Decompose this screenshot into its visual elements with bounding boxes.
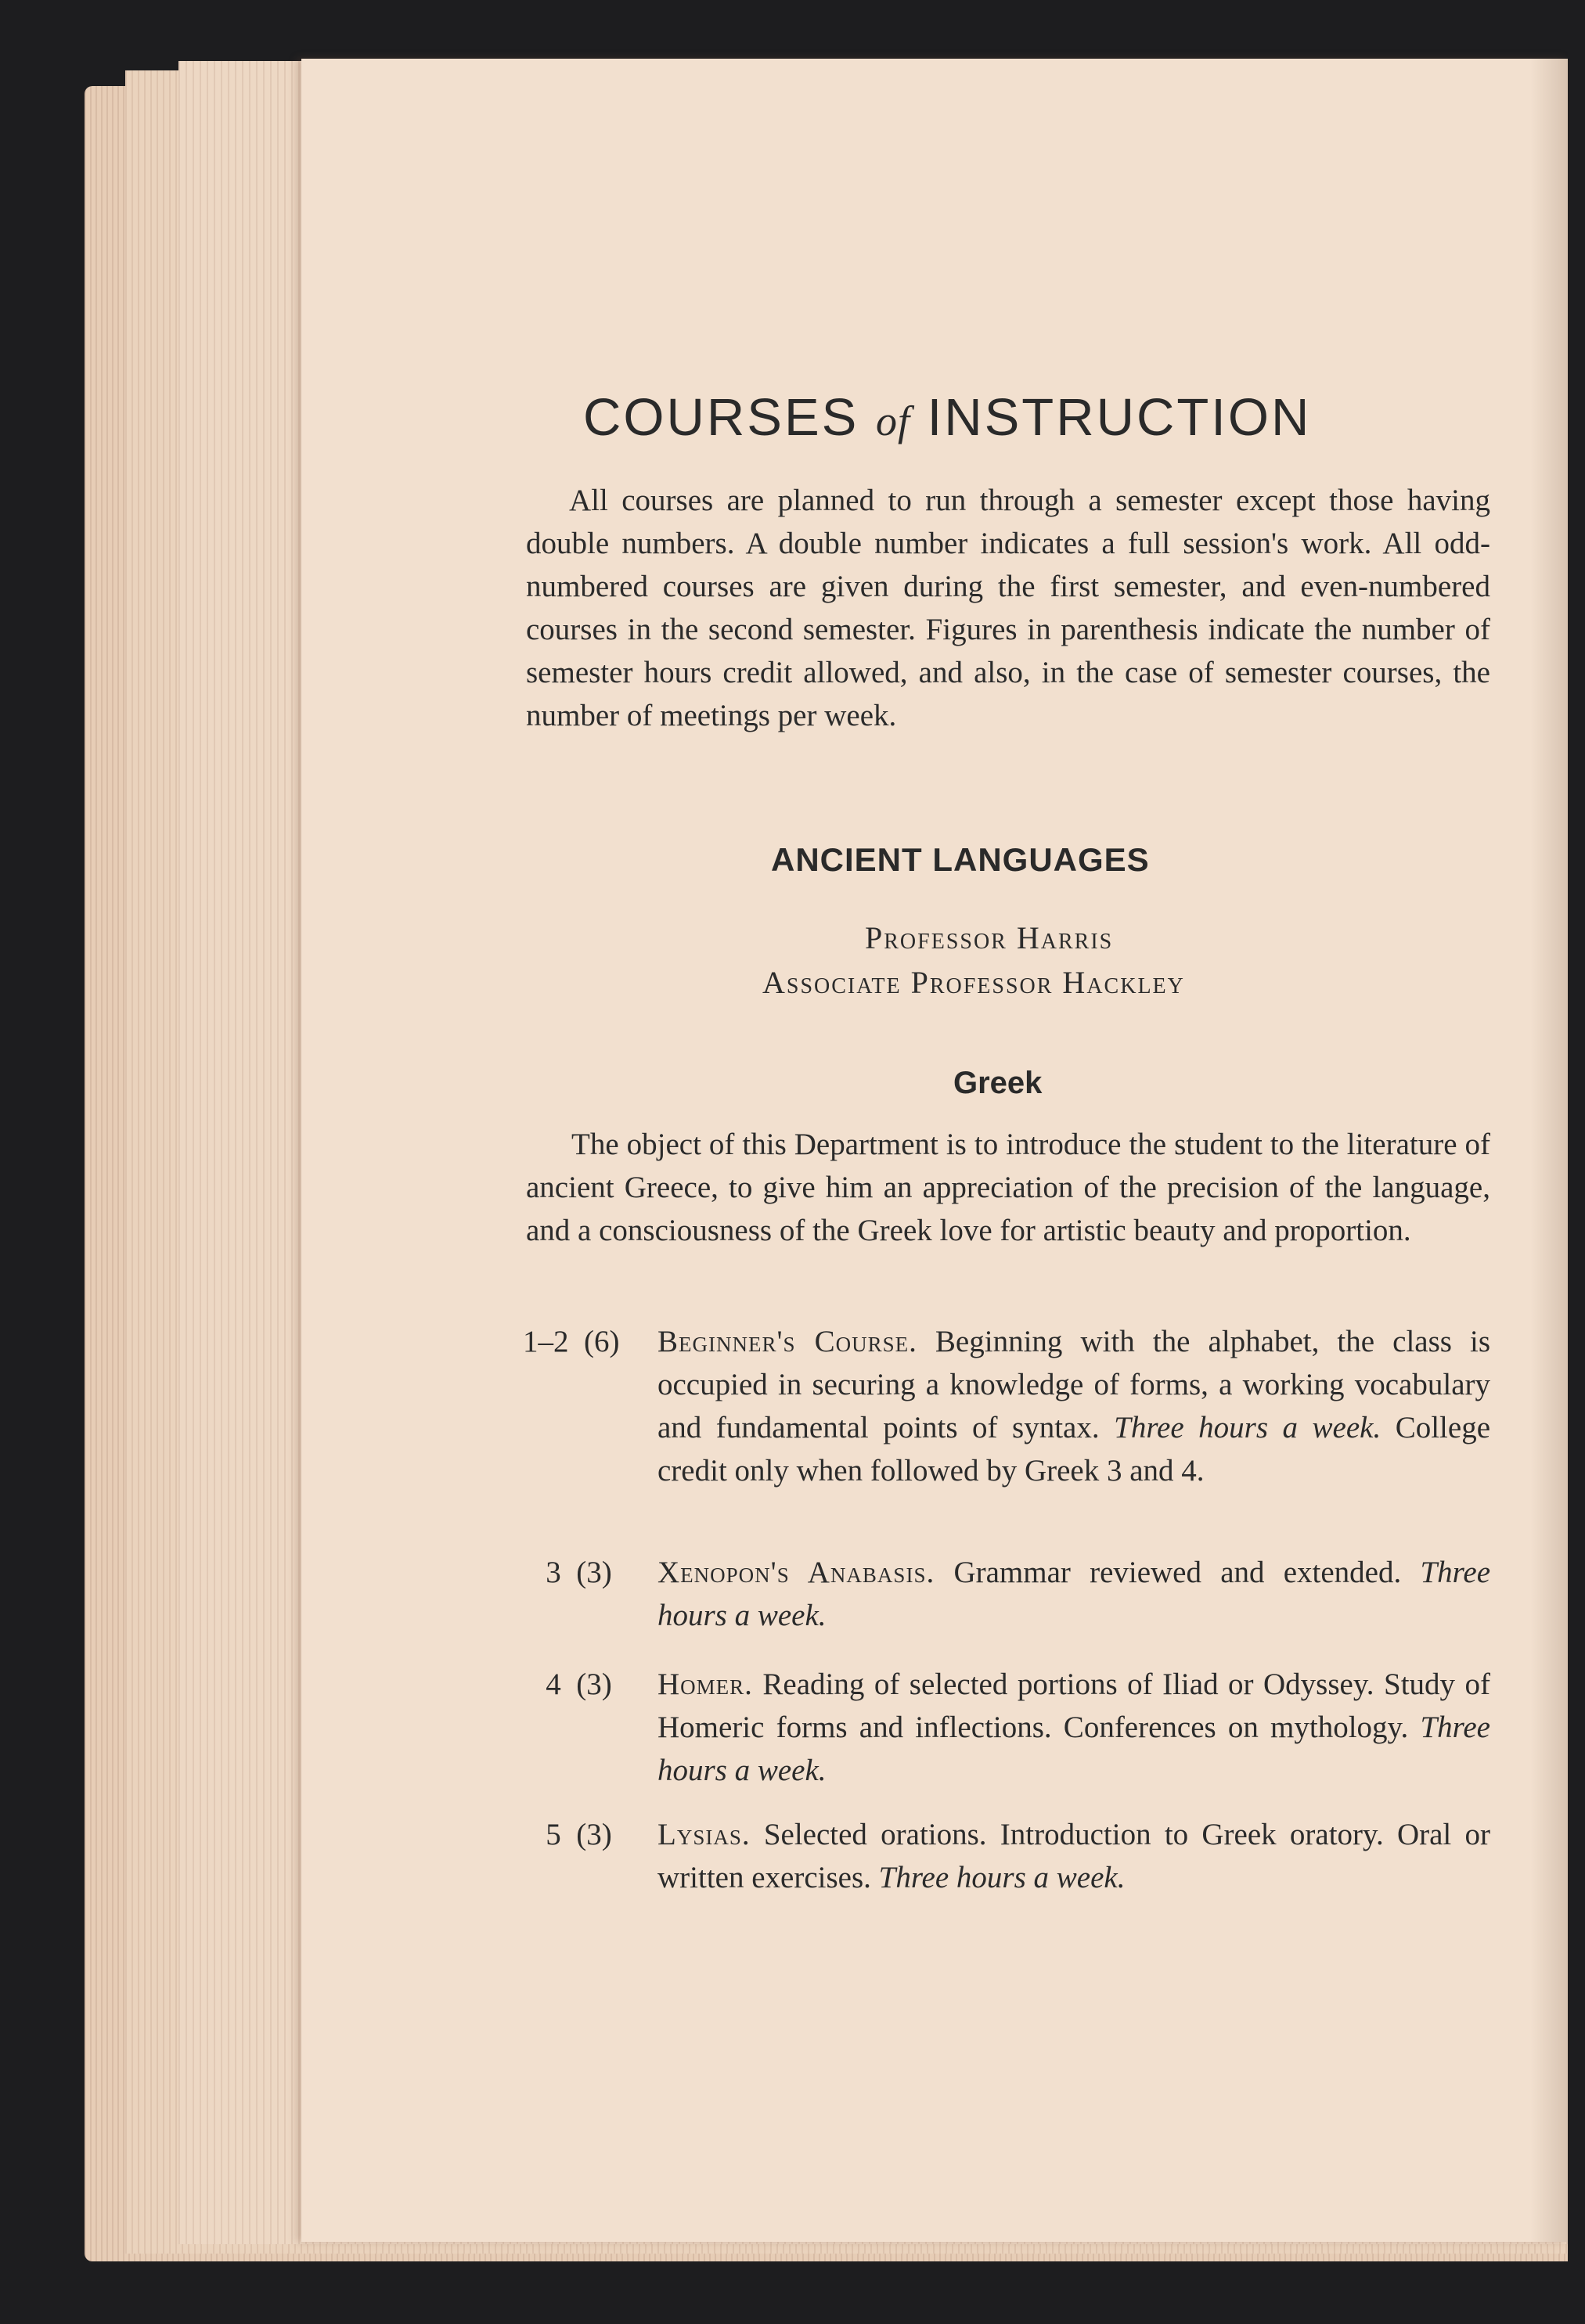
course-text: Selected orations. Introduction to Greek oratory. Oral or written exercises. bbox=[657, 1818, 1490, 1894]
course-number: 4 (3) bbox=[546, 1667, 612, 1701]
subsection-heading: Greek bbox=[953, 1066, 1043, 1100]
department-heading: ANCIENT LANGUAGES bbox=[771, 841, 1150, 878]
course-note: College credit only when followed by Greek 3 and 4. bbox=[657, 1411, 1491, 1488]
course-hours: Three hours a week. bbox=[657, 1711, 1490, 1787]
faculty-professor: Professor Harris bbox=[865, 920, 1114, 955]
course-title: Homer. bbox=[657, 1667, 753, 1701]
course-entry bbox=[523, 1813, 1490, 1907]
course-number: 5 (3) bbox=[546, 1818, 612, 1851]
course-number: 1–2 (6) bbox=[523, 1325, 620, 1358]
course-hours: Three hours a week. bbox=[1114, 1411, 1381, 1444]
course-title: Beginner's Course. bbox=[657, 1325, 917, 1358]
title-of: of bbox=[875, 398, 910, 444]
course-hours: Three hours a week. bbox=[878, 1861, 1126, 1894]
course-description bbox=[657, 1320, 1490, 1492]
course-number: 3 (3) bbox=[546, 1556, 612, 1589]
faculty-associate-professor: Associate Professor Hackley bbox=[762, 965, 1185, 1000]
intro-paragraph: All courses are planned to run through a semester except those having double numbers. A double number indicates a full session's work. All odd-numbered courses are given during the first semester, and even-numbered courses in the second semester. Figures in parenthesis indicate the number of semester hours credit allowed, and also, in the case of semester courses, the number of meetings per week. bbox=[526, 484, 1490, 732]
course-title: Lysias. bbox=[657, 1818, 751, 1851]
title-instruction: INSTRUCTION bbox=[927, 388, 1312, 447]
background-edge bbox=[1568, 0, 1585, 2324]
course-text: Grammar reviewed and extended. bbox=[953, 1556, 1402, 1589]
course-entry bbox=[523, 1663, 1490, 1796]
course-entry bbox=[523, 1551, 1490, 1645]
course-description bbox=[657, 1813, 1490, 1899]
course-title: Xenopon's Anabasis. bbox=[657, 1556, 935, 1589]
subsection-description: The object of this Department is to introduce the student to the literature of ancient Greece, to give him an appreciation of the precision of the language, and a consciousness of the Greek love for artistic beauty and proportion. bbox=[526, 1128, 1490, 1247]
course-description bbox=[657, 1551, 1490, 1637]
course-hours: Three hours a week. bbox=[657, 1556, 1491, 1632]
course-text: Reading of selected portions of Iliad or Odyssey. Study of Homeric forms and inflections. Conferences on mythology. bbox=[657, 1667, 1490, 1744]
course-entry bbox=[523, 1320, 1490, 1539]
course-text: Beginning with the alphabet, the class is occupied in securing a knowledge of forms, a working vocabulary and fundamental points of syntax. bbox=[657, 1325, 1490, 1444]
page-title bbox=[583, 387, 1444, 448]
title-courses: COURSES bbox=[583, 388, 859, 447]
course-description bbox=[657, 1663, 1490, 1792]
spine-shadow bbox=[1530, 59, 1569, 2242]
